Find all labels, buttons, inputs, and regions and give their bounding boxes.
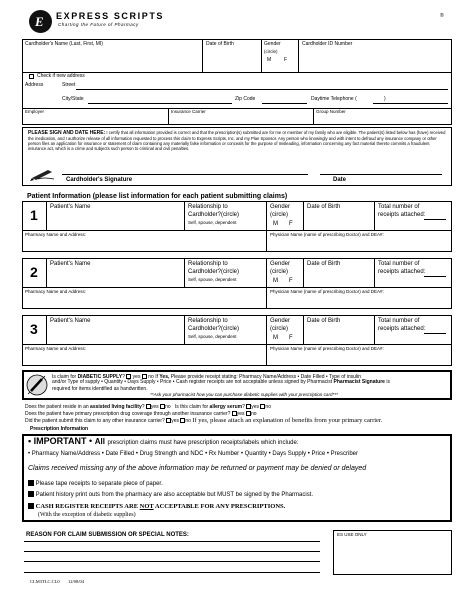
- diabetic-question-line-4: **Ask your pharmacist how you can purchase diabetic supplies with your prescription card***: [150, 392, 338, 397]
- important-heading: • IMPORTANT • All prescription claims must have prescription receipts/labels which include:: [28, 436, 299, 446]
- street-field[interactable]: [76, 89, 448, 90]
- es-use-only-label: ES USE ONLY: [337, 532, 367, 537]
- assisted-living-question: Does the patient reside in an assisted living facility? yes no Is this claim for allergy serum? yes no: [25, 404, 271, 410]
- city-state-label: City/State: [62, 96, 84, 102]
- patient-gender-label: Gender: [270, 261, 291, 267]
- zip-field[interactable]: [262, 103, 307, 104]
- phone-field[interactable]: [373, 103, 448, 104]
- prescription-information-label: Prescription Information: [30, 426, 89, 432]
- patient-name-label: Patient's Name: [50, 318, 91, 324]
- pharmacy-label: Pharmacy Name and Address:: [25, 346, 87, 351]
- missing-info-warning: Claims received missing any of the above information may be returned or payment may be denied or delayed: [28, 465, 367, 472]
- other-carrier-yes-checkbox[interactable]: [166, 418, 171, 423]
- patient-number: 3: [30, 321, 38, 337]
- reason-line-4[interactable]: [24, 572, 320, 573]
- note-diabetic-exception: (With the exception of diabetic supplies): [38, 512, 136, 518]
- patient-name-label: Patient's Name: [50, 204, 91, 210]
- patient-circle-label: (circle): [270, 326, 288, 332]
- signature-label: Cardholder's Signature: [66, 177, 133, 183]
- patient-gender-label: Gender: [270, 204, 291, 210]
- allergy-yes-checkbox[interactable]: [246, 404, 251, 409]
- patient-section-heading: Patient Information (please list information for each patient submitting claims): [27, 193, 288, 200]
- relationship-label: Relationship to: [188, 204, 228, 210]
- logo-mark: [29, 10, 52, 33]
- svg-text:E: E: [35, 14, 44, 29]
- pharmacy-label: Pharmacy Name and Address:: [25, 232, 87, 237]
- receipts-attached-label: receipts attached:: [378, 269, 426, 275]
- form-date: 12/08/04: [68, 579, 85, 584]
- pen-icon: [30, 167, 56, 181]
- checked-box-icon: [28, 480, 34, 486]
- signature-line[interactable]: [62, 174, 308, 175]
- syringe-icon: [26, 373, 48, 397]
- checked-box-icon: [28, 503, 34, 509]
- patient-gender-f[interactable]: F: [289, 335, 293, 341]
- insurance-carrier-label: Insurance Carrier: [171, 109, 206, 114]
- receipts-attached-label: receipts attached:: [378, 212, 426, 218]
- new-address-checkbox[interactable]: [29, 74, 34, 79]
- patient-circle-label: (circle): [270, 212, 288, 218]
- required-items-list: • Pharmacy Name/Address • Date Filled • Drug Strength and NDC • Rx Number • Quantity • Days Supply • Price • Prescriber: [28, 451, 358, 457]
- patient-dob-label: Date of Birth: [307, 261, 341, 267]
- receipts-count-field[interactable]: [424, 219, 446, 220]
- checked-box-icon: [28, 491, 34, 497]
- diabetic-question-line-2: and/or Type of supply • Quantity • Days Supply • Price • Cash register receipts are not acceptable unless signed by Pharmacist Pharmacist Signature is: [52, 379, 390, 385]
- patient-gender-f[interactable]: F: [289, 221, 293, 227]
- cardholder-name-label: Cardholder's Name (Last, First, MI): [25, 41, 103, 47]
- cardholder-circle-label: Cardholder?(circle): [188, 212, 240, 218]
- employer-label: Employer: [25, 109, 45, 114]
- cardholder-gender-f[interactable]: F: [284, 57, 288, 63]
- patient-gender-m[interactable]: M: [273, 335, 278, 341]
- reason-label: REASON FOR CLAIM SUBMISSION OR SPECIAL NOTES:: [26, 532, 189, 538]
- brand-name: EXPRESS SCRIPTS: [56, 11, 165, 21]
- relationship-label: Relationship to: [188, 261, 228, 267]
- total-receipts-label: Total number of: [378, 318, 420, 324]
- self-spouse-label: Self, spouse, dependent: [188, 277, 237, 282]
- patient-gender-f[interactable]: F: [289, 278, 293, 284]
- zip-label: Zip Code: [235, 96, 256, 102]
- cardholder-gender-label: Gender: [264, 41, 281, 47]
- cardholder-id-label: Cardholder ID Number: [302, 41, 353, 47]
- other-carrier-question: Did the patient submit this claim to any other insurance carrier? yes no If yes, please attach an explanation of benefits from your primary carrier.: [25, 417, 383, 424]
- physician-label: Physician Name (name of prescribing Doctor) and DEA#:: [270, 346, 384, 351]
- patient-gender-label: Gender: [270, 318, 291, 324]
- patient-gender-m[interactable]: M: [273, 278, 278, 284]
- relationship-label: Relationship to: [188, 318, 228, 324]
- note-cash-register: CASH REGISTER RECEIPTS ARE NOT ACCEPTABLE FOR ANY PRESCRIPTIONS.: [28, 503, 285, 510]
- signature-date-label: Date: [333, 177, 347, 183]
- physician-label: Physician Name (name of prescribing Doctor) and DEA#:: [270, 289, 384, 294]
- note-tape-receipts: Please tape receipts to separate piece of paper.: [28, 480, 163, 488]
- city-state-field[interactable]: [88, 103, 232, 104]
- receipts-count-field[interactable]: [424, 276, 446, 277]
- patient-name-label: Patient's Name: [50, 261, 91, 267]
- member-info-box: [22, 39, 452, 125]
- self-spouse-label: Self, spouse, dependent: [188, 220, 237, 225]
- patient-dob-label: Date of Birth: [307, 318, 341, 324]
- form-code: CLM3TLC.CL0: [30, 579, 60, 584]
- logo-icon: [29, 10, 52, 33]
- physician-label: Physician Name (name of prescribing Doctor) and DEA#:: [270, 232, 384, 237]
- self-spouse-label: Self, spouse, dependent: [188, 334, 237, 339]
- assisted-no-checkbox[interactable]: [160, 404, 165, 409]
- receipts-attached-label: receipts attached:: [378, 326, 426, 332]
- diabetic-question-line-3: required for items identified as handwritten.: [52, 386, 148, 392]
- corner-mark: ®: [440, 13, 444, 19]
- receipts-count-field[interactable]: [424, 333, 446, 334]
- total-receipts-label: Total number of: [378, 261, 420, 267]
- cardholder-circle-label: (circle): [264, 49, 278, 54]
- certification-text: PLEASE SIGN AND DATE HERE: I certify that all information provided is correct and that the prescription(s) submitted are for me or member of my family who are eligible. The patient(s) listed below has (have) received the medication, and I authorize release of all information requested to process this claim to Express Scripts, Inc. and my Plan Sponsor. Any person who knowingly and with intent to defraud any insurance company or other person files an application for insurance or statement of claim containing any materially false information or conceals for the purpose of misleading, information concerning any fact material thereto commits a fraudulent insurance act, which is a crime and subjects such person to criminal and civil penalties.: [28, 130, 446, 152]
- reason-line-3[interactable]: [24, 561, 320, 562]
- assisted-yes-checkbox[interactable]: [146, 404, 151, 409]
- cardholder-circle-label: Cardholder?(circle): [188, 269, 240, 275]
- other-carrier-no-checkbox[interactable]: [180, 418, 185, 423]
- patient-dob-label: Date of Birth: [307, 204, 341, 210]
- primary-no-checkbox[interactable]: [246, 411, 251, 416]
- reason-line-2[interactable]: [24, 551, 320, 552]
- reason-line-1[interactable]: [24, 541, 320, 542]
- new-address-label: Check if new address: [37, 73, 85, 79]
- primary-coverage-question: Does the patient have primary prescription drug coverage through another insurance carrier? yes no: [25, 411, 257, 417]
- address-label: Address: [25, 82, 44, 88]
- total-receipts-label: Total number of: [378, 204, 420, 210]
- allergy-no-checkbox[interactable]: [260, 404, 265, 409]
- signature-date-line[interactable]: [320, 174, 442, 175]
- cardholder-gender-m[interactable]: M: [267, 57, 272, 63]
- patient-circle-label: (circle): [270, 269, 288, 275]
- street-label: Street: [62, 82, 76, 88]
- cardholder-dob-label: Date of Birth: [206, 41, 234, 47]
- note-patient-history: Patient history print outs from the pharmacy are also acceptable but MUST be signed by the Pharmacist.: [28, 491, 313, 499]
- diabetic-question-line-1: Is claim for DIABETIC SUPPLY? yes no If Yes, Please provide receipt stating: Pharmacy Name/Address • Date Filled • Type of insulin: [52, 374, 361, 380]
- primary-yes-checkbox[interactable]: [232, 411, 237, 416]
- pharmacy-label: Pharmacy Name and Address:: [25, 289, 87, 294]
- brand-tagline: Charting the Future of Pharmacy: [58, 22, 139, 27]
- cardholder-circle-label: Cardholder?(circle): [188, 326, 240, 332]
- patient-number: 2: [30, 264, 38, 280]
- phone-label: Daytime Telephone (: [311, 96, 357, 102]
- patient-number: 1: [30, 207, 38, 223]
- patient-gender-m[interactable]: M: [273, 221, 278, 227]
- group-number-label: Group Number: [316, 109, 346, 114]
